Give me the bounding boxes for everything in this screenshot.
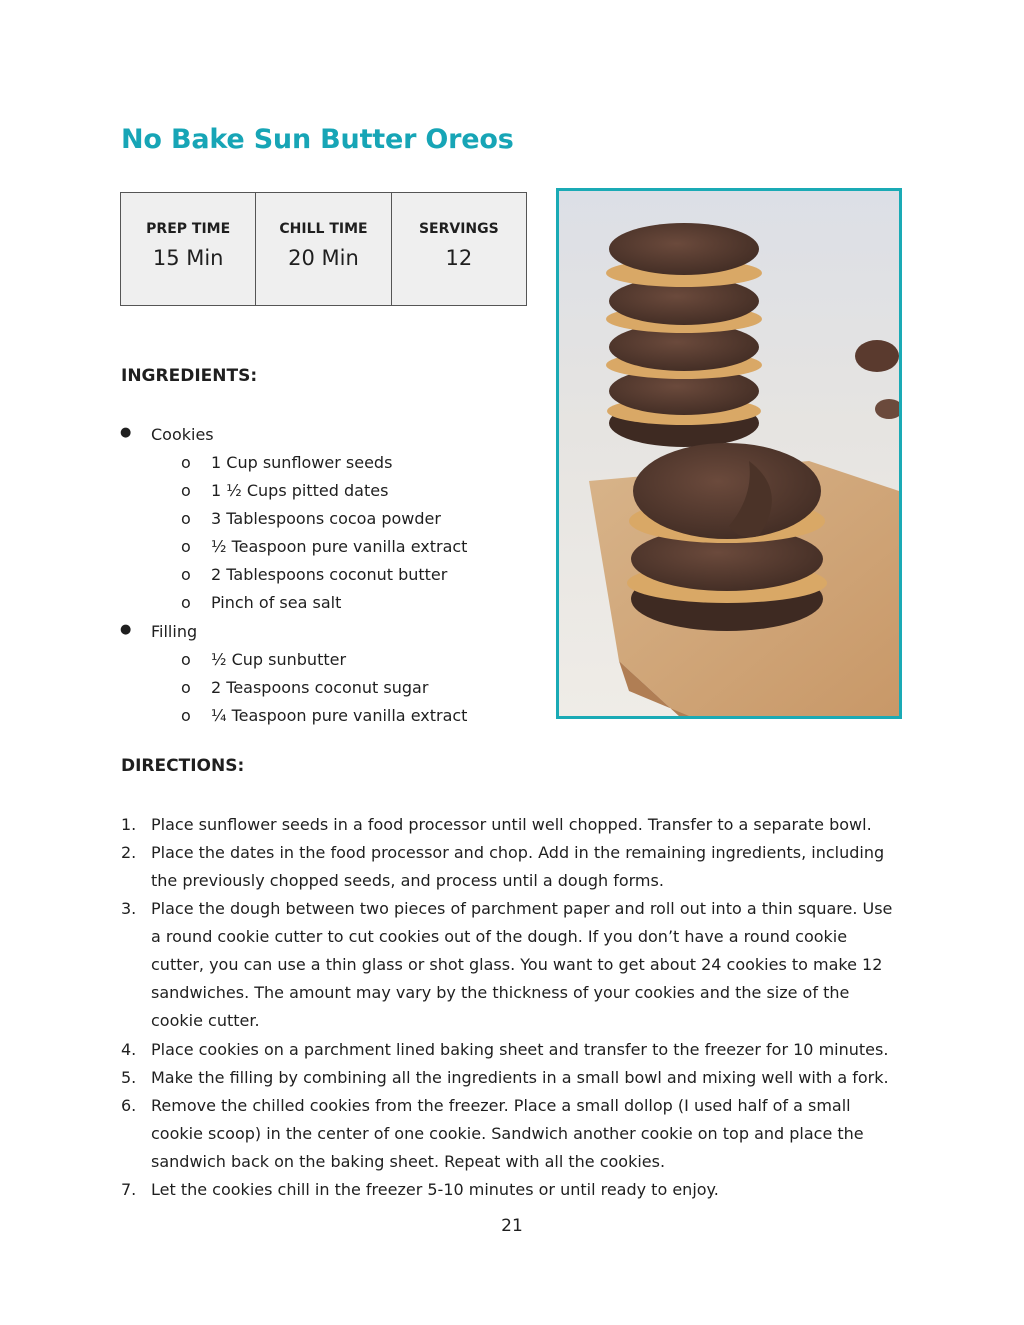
- step-text: sandwiches. The amount may vary by the thickness of your cookies and the size of the: [151, 983, 850, 1002]
- step-text: Place sunflower seeds in a food processor until well chopped. Transfer to a separate bowl.: [151, 815, 872, 834]
- ingredient-item: ¼ Teaspoon pure vanilla extract: [211, 706, 468, 725]
- step-text: Let the cookies chill in the freezer 5-10 minutes or until ready to enjoy.: [151, 1180, 719, 1199]
- sub-bullet-marker: o: [181, 678, 191, 697]
- sub-bullet-marker: o: [181, 650, 191, 669]
- sub-bullet-marker: o: [181, 481, 191, 500]
- page-number: 21: [501, 1216, 523, 1236]
- sub-bullet-marker: o: [181, 706, 191, 725]
- step-number: 2.: [121, 843, 137, 862]
- step-text: cookie scoop) in the center of one cookie. Sandwich another cookie on top and place the: [151, 1124, 864, 1143]
- sub-bullet-marker: o: [181, 537, 191, 556]
- step-text: sandwich back on the baking sheet. Repeat with all the cookies.: [151, 1152, 666, 1171]
- directions-heading: DIRECTIONS:: [121, 756, 245, 776]
- ingredient-item: ½ Cup sunbutter: [211, 650, 347, 669]
- step-number: 1.: [121, 815, 137, 834]
- ingredient-item: 1 ½ Cups pitted dates: [211, 481, 389, 500]
- ingredient-group-cookies: Cookies: [151, 425, 214, 444]
- recipe-title: No Bake Sun Butter Oreos: [121, 124, 514, 155]
- step-text: a round cookie cutter to cut cookies out of the dough. If you don’t have a round cookie: [151, 927, 848, 946]
- step-text: Place the dates in the food processor and chop. Add in the remaining ingredients, including: [151, 843, 885, 862]
- step-number: 7.: [121, 1180, 137, 1199]
- ingredient-group-filling: Filling: [151, 622, 198, 641]
- sub-bullet-marker: o: [181, 565, 191, 584]
- stat-value: 15 Min: [152, 246, 224, 270]
- step-text: the previously chopped seeds, and process until a dough forms.: [151, 871, 664, 890]
- step-text: Remove the chilled cookies from the freezer. Place a small dollop (I used half of a small: [151, 1096, 851, 1115]
- step-text: Place cookies on a parchment lined baking sheet and transfer to the freezer for 10 minutes.: [151, 1040, 889, 1059]
- bullet-marker: ●: [120, 622, 132, 637]
- ingredient-item: Pinch of sea salt: [211, 593, 342, 612]
- sub-bullet-marker: o: [181, 453, 191, 472]
- cookie-sandwich-illustration: [559, 191, 899, 716]
- stat-value: 12: [445, 246, 473, 270]
- stat-prep-time: [121, 193, 256, 305]
- stat-label: CHILL TIME: [279, 221, 368, 237]
- bullet-marker: ●: [120, 425, 132, 440]
- step-number: 3.: [121, 899, 137, 918]
- stat-value: 20 Min: [288, 246, 359, 270]
- recipe-photo: [556, 188, 902, 719]
- ingredients-heading: INGREDIENTS:: [121, 366, 258, 386]
- step-text: Make the filling by combining all the ingredients in a small bowl and mixing well with a fork.: [151, 1068, 889, 1087]
- step-text: Place the dough between two pieces of parchment paper and roll out into a thin square. Use: [151, 899, 893, 918]
- step-number: 5.: [121, 1068, 137, 1087]
- stat-chill-time: [256, 193, 391, 305]
- step-text: cookie cutter.: [151, 1011, 260, 1030]
- step-number: 6.: [121, 1096, 137, 1115]
- step-number: 4.: [121, 1040, 137, 1059]
- ingredient-item: ½ Teaspoon pure vanilla extract: [211, 537, 468, 556]
- stat-label: SERVINGS: [418, 221, 499, 237]
- step-text: cutter, you can use a thin glass or shot glass. You want to get about 24 cookies to make 12: [151, 955, 883, 974]
- ingredient-item: 2 Teaspoons coconut sugar: [211, 678, 429, 697]
- stat-servings: [392, 193, 526, 305]
- ingredient-item: 2 Tablespoons coconut butter: [211, 565, 448, 584]
- sub-bullet-marker: o: [181, 509, 191, 528]
- sub-bullet-marker: o: [181, 593, 191, 612]
- stat-label: PREP TIME: [146, 221, 231, 237]
- recipe-stats-table: [120, 192, 527, 306]
- ingredient-item: 1 Cup sunflower seeds: [211, 453, 393, 472]
- ingredient-item: 3 Tablespoons cocoa powder: [211, 509, 441, 528]
